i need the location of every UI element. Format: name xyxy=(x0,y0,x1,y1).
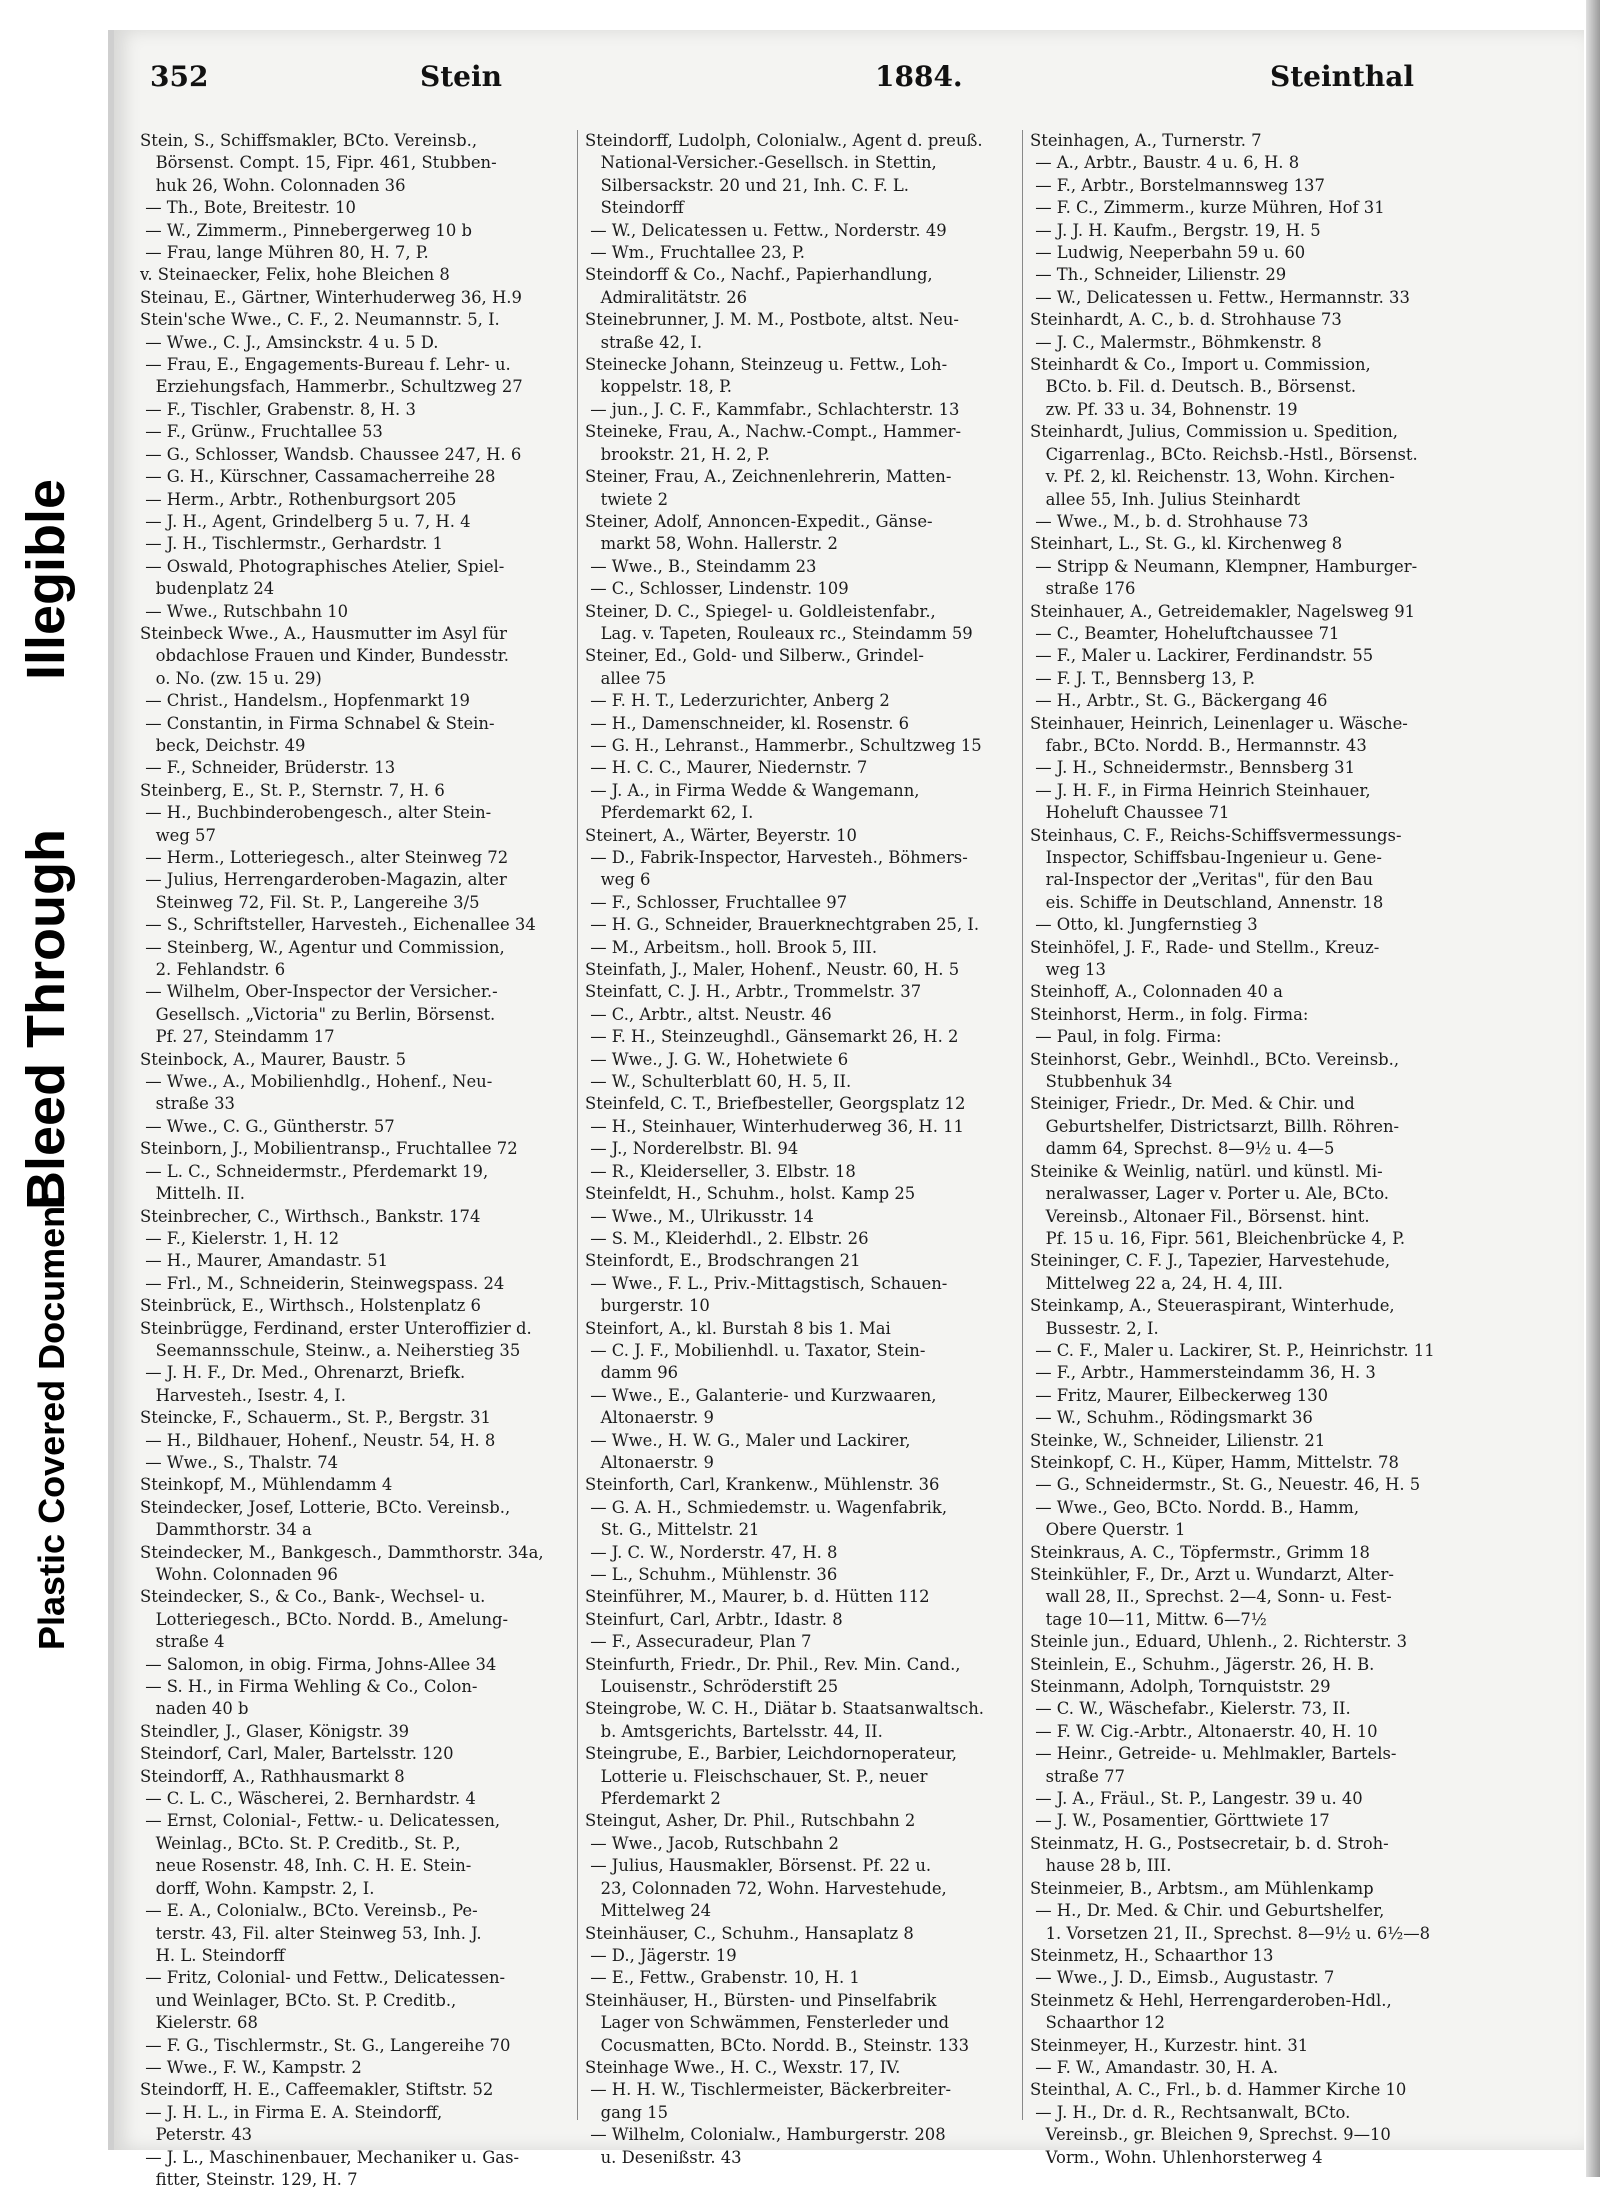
directory-entry-line: — H., Bildhauer, Hohenf., Neustr. 54, H. 8 xyxy=(140,1430,496,1450)
directory-entry-line: — Wwe., H. W. G., Maler und Lackirer, xyxy=(585,1430,911,1450)
directory-entry-line: straße 33 xyxy=(140,1094,235,1114)
directory-entry-line: — Julius, Herrengarderoben-Magazin, alter xyxy=(140,870,507,890)
directory-entry-line: Steinau, E., Gärtner, Winterhuderweg 36, H.9 xyxy=(140,287,522,307)
directory-entry-line: — Herm., Lotteriegesch., alter Steinweg 72 xyxy=(140,848,509,867)
directory-entry-line: 1. Vorsetzen 21, II., Sprechst. 8—9½ u. 6½—8 xyxy=(1030,1923,1431,1943)
page-edge-shadow xyxy=(1586,0,1600,2177)
directory-entry-line: — H. H. W., Tischlermeister, Bäckerbreiter- xyxy=(585,2080,951,2100)
directory-entry-line: damm 96 xyxy=(585,1363,679,1383)
directory-entry-line: terstr. 43, Fil. alter Steinweg 53, Inh. J. xyxy=(140,1923,482,1943)
directory-entry-line: Steiner, Adolf, Annoncen-Expedit., Gänse- xyxy=(585,511,933,531)
directory-entry-line: Steinkopf, C. H., Küper, Hamm, Mittelstr. 78 xyxy=(1030,1452,1399,1472)
directory-entry-line: — C., Beamter, Hoheluftchaussee 71 xyxy=(1030,623,1340,643)
directory-entry-line: — A., Arbtr., Baustr. 4 u. 6, H. 8 xyxy=(1030,153,1300,173)
page-number: 352 xyxy=(150,60,209,93)
stamp-line-bleed: Bleed Through xyxy=(16,829,76,1210)
directory-entry-line: — Otto, kl. Jungfernstieg 3 xyxy=(1030,915,1258,935)
directory-entry-line: — J. H. L., in Firma E. A. Steindorff, xyxy=(140,2102,443,2122)
directory-entry-line: Erziehungsfach, Hammerbr., Schultzweg 27 xyxy=(140,377,523,397)
directory-entry-line: Steinfeldt, H., Schuhm., holst. Kamp 25 xyxy=(585,1184,916,1204)
directory-entry-line: Steinkühler, F., Dr., Arzt u. Wundarzt, Alter- xyxy=(1030,1565,1394,1584)
directory-entry-line: Steinführer, M., Maurer, b. d. Hütten 112 xyxy=(585,1587,930,1607)
directory-entry-line: Steinhage Wwe., H. C., Wexstr. 17, IV. xyxy=(585,2057,901,2077)
directory-entry-line: Silbersackstr. 20 und 21, Inh. C. F. L. xyxy=(585,175,909,195)
directory-entry-line: — H. C. C., Maurer, Niedernstr. 7 xyxy=(585,758,868,778)
directory-entry-line: ral-Inspector der „Veritas", für den Bau xyxy=(1030,870,1374,890)
directory-entry-line: dorff, Wohn. Kampstr. 2, I. xyxy=(140,1878,375,1898)
directory-entry-line: — Th., Schneider, Lilienstr. 29 xyxy=(1030,265,1287,285)
directory-entry-line: — H. G., Schneider, Brauerknechtgraben 25, I. xyxy=(585,915,980,935)
directory-entry-line: Steinbrück, E., Wirthsch., Holstenplatz 6 xyxy=(140,1296,481,1316)
directory-entry-line: — F. J. T., Bennsberg 13, P. xyxy=(1030,668,1256,688)
directory-entry-line: — D., Jägerstr. 19 xyxy=(585,1945,737,1965)
directory-entry-line: Steinmeier, B., Arbtsm., am Mühlenkamp xyxy=(1030,1878,1374,1898)
directory-entry-line: Harvesteh., Isestr. 4, I. xyxy=(140,1385,346,1405)
directory-entry-line: — R., Kleiderseller, 3. Elbstr. 18 xyxy=(585,1161,856,1181)
directory-entry-line: Steinhauer, Heinrich, Leinenlager u. Wäsche- xyxy=(1030,713,1408,733)
directory-entry-line: — Wwe., E., Galanterie- und Kurzwaaren, xyxy=(585,1385,937,1405)
page-header xyxy=(140,60,1490,130)
directory-entry-line: — Fritz, Colonial- und Fettw., Delicatessen- xyxy=(140,1968,506,1988)
directory-entry-line: Steinmeyer, H., Kurzestr. hint. 31 xyxy=(1030,2035,1309,2055)
directory-entry-line: Bussestr. 2, I. xyxy=(1030,1318,1159,1338)
directory-entry-line: Steinike & Weinlig, natürl. und künstl. Mi- xyxy=(1030,1161,1383,1181)
directory-columns xyxy=(140,130,1490,2189)
directory-entry-line: Steindecker, S., & Co., Bank-, Wechsel- u. xyxy=(140,1587,486,1607)
directory-entry-line: eis. Schiffe in Deutschland, Annenstr. 18 xyxy=(1030,892,1384,912)
directory-entry-line: — Heinr., Getreide- u. Mehlmakler, Bartels- xyxy=(1030,1744,1397,1764)
directory-entry-line: huk 26, Wohn. Colonnaden 36 xyxy=(140,175,406,195)
column-2 xyxy=(585,130,1015,2167)
directory-entry-line: — G. A. H., Schmiedemstr. u. Wagenfabrik, xyxy=(585,1497,948,1517)
directory-entry-line: gang 15 xyxy=(585,2102,669,2122)
directory-entry-line: straße 77 xyxy=(1030,1766,1125,1786)
directory-entry-line: Peterstr. 43 xyxy=(140,2125,253,2145)
directory-entry-line: Steinle jun., Eduard, Uhlenh., 2. Richterstr. 3 xyxy=(1030,1632,1408,1652)
directory-entry-line: — Th., Bote, Breitestr. 10 xyxy=(140,198,356,218)
directory-entry-line: b. Amtsgerichts, Bartelsstr. 44, II. xyxy=(585,1721,883,1741)
directory-entry-line: Cocusmatten, BCto. Nordd. B., Steinstr. 133 xyxy=(585,2035,970,2055)
directory-entry-line: Steindorf, Carl, Maler, Bartelsstr. 120 xyxy=(140,1744,454,1764)
directory-entry-line: zw. Pf. 33 u. 34, Bohnenstr. 19 xyxy=(1030,399,1298,419)
directory-entry-line: 23, Colonnaden 72, Wohn. Harvestehude, xyxy=(585,1878,947,1898)
directory-entry-line: — C. F., Maler u. Lackirer, St. P., Heinrichstr. 11 xyxy=(1030,1340,1435,1360)
directory-entry-line: und Weinlager, BCto. St. P. Creditb., xyxy=(140,1990,457,2010)
directory-entry-line: — J. H., Schneidermstr., Bennsberg 31 xyxy=(1030,758,1356,778)
directory-entry-line: beck, Deichstr. 49 xyxy=(140,735,306,755)
stamp-sidebar xyxy=(0,0,100,2177)
directory-entry-line: Steindecker, M., Bankgesch., Dammthorstr. 34a, xyxy=(140,1542,544,1562)
directory-entry-line: weg 6 xyxy=(585,870,651,890)
directory-entry-line: u. Desenißstr. 43 xyxy=(585,2147,742,2167)
directory-entry-line: — Fritz, Maurer, Eilbeckerweg 130 xyxy=(1030,1385,1329,1405)
directory-entry-line: Mittelh. II. xyxy=(140,1184,245,1204)
directory-entry-line: Steinhauer, A., Getreidemakler, Nagelsweg 91 xyxy=(1030,601,1416,621)
directory-entry-line: Steinhagen, A., Turnerstr. 7 xyxy=(1030,131,1262,150)
directory-entry-line: Louisenstr., Schröderstift 25 xyxy=(585,1677,839,1697)
running-head-left: Stein xyxy=(420,60,502,93)
directory-entry-line: — Wwe., S., Thalstr. 74 xyxy=(140,1452,339,1472)
directory-entry-line: — J. H. F., Dr. Med., Ohrenarzt, Briefk. xyxy=(140,1363,466,1383)
directory-entry-line: Steinecke Johann, Steinzeug u. Fettw., Loh- xyxy=(585,355,948,375)
directory-entry-line: v. Steinaecker, Felix, hohe Bleichen 8 xyxy=(140,265,450,285)
directory-entry-line: Steinbeck Wwe., A., Hausmutter im Asyl für xyxy=(140,623,507,643)
directory-entry-line: weg 13 xyxy=(1030,960,1106,980)
directory-entry-line: — Frl., M., Schneiderin, Steinwegspass. 24 xyxy=(140,1273,505,1293)
directory-entry-line: damm 64, Sprechst. 8—9½ u. 4—5 xyxy=(1030,1139,1335,1159)
directory-entry-line: — C., Schlosser, Lindenstr. 109 xyxy=(585,579,849,599)
directory-entry-line: Altonaerstr. 9 xyxy=(585,1452,714,1472)
directory-entry-line: Lag. v. Tapeten, Rouleaux rc., Steindamm 59 xyxy=(585,623,973,643)
directory-entry-line: Lotterie u. Fleischschauer, St. P., neuer xyxy=(585,1766,928,1786)
directory-entry-line: — Steinberg, W., Agentur und Commission, xyxy=(140,937,505,957)
directory-entry-line: — E., Fettw., Grabenstr. 10, H. 1 xyxy=(585,1968,860,1988)
directory-entry-line: Steinlein, E., Schuhm., Jägerstr. 26, H. B. xyxy=(1030,1654,1375,1674)
directory-entry-line: Steineke, Frau, A., Nachw.-Compt., Hammer- xyxy=(585,422,962,442)
directory-entry-line: Steinhoff, A., Colonnaden 40 a xyxy=(1030,982,1283,1002)
directory-entry-line: hause 28 b, III. xyxy=(1030,1856,1172,1876)
directory-entry-line: koppelstr. 18, P. xyxy=(585,377,733,397)
directory-entry-line: — H., Damenschneider, kl. Rosenstr. 6 xyxy=(585,713,910,733)
directory-entry-line: Steindorff, A., Rathhausmarkt 8 xyxy=(140,1766,405,1786)
directory-entry-line: Steincke, F., Schauerm., St. P., Bergstr. 31 xyxy=(140,1408,491,1428)
directory-entry-line: Steinfeld, C. T., Briefbesteller, Georgsplatz 12 xyxy=(585,1094,966,1114)
directory-entry-line: — Wwe., F. L., Priv.-Mittagstisch, Schauen- xyxy=(585,1273,948,1293)
directory-entry-line: Steinebrunner, J. M. M., Postbote, altst. Neu- xyxy=(585,310,959,330)
directory-entry-line: Altonaerstr. 9 xyxy=(585,1408,714,1428)
directory-entry-line: Inspector, Schiffsbau-Ingenieur u. Gene- xyxy=(1030,848,1382,867)
directory-entry-line: v. Pf. 2, kl. Reichenstr. 13, Wohn. Kirchen- xyxy=(1030,467,1395,487)
directory-entry-line: straße 176 xyxy=(1030,579,1136,599)
directory-entry-line: — L. C., Schneidermstr., Pferdemarkt 19, xyxy=(140,1161,489,1181)
directory-entry-line: — H., Arbtr., St. G., Bäckergang 46 xyxy=(1030,691,1328,711)
column-3 xyxy=(1030,130,1485,2167)
directory-entry-line: Weinlag., BCto. St. P. Creditb., St. P., xyxy=(140,1833,461,1853)
stamp-text-svg xyxy=(12,0,92,2177)
directory-entry-line: — Herm., Arbtr., Rothenburgsort 205 xyxy=(140,489,457,509)
directory-entry-line: — J. H., Tischlermstr., Gerhardstr. 1 xyxy=(140,534,443,554)
directory-entry-line: — F., Kielerstr. 1, H. 12 xyxy=(140,1228,340,1248)
directory-entry-line: Mittelweg 22 a, 24, H. 4, III. xyxy=(1030,1273,1283,1293)
directory-entry-line: Börsenst. Compt. 15, Fipr. 461, Stubben- xyxy=(140,153,497,173)
directory-entry-line: — F., Schneider, Brüderstr. 13 xyxy=(140,758,396,778)
directory-entry-line: obdachlose Frauen und Kinder, Bundesstr. xyxy=(140,646,509,666)
directory-entry-line: Steinhäuser, H., Bürsten- und Pinselfabrik xyxy=(585,1990,937,2010)
stamp-line-illegible: Illegible xyxy=(16,478,76,680)
directory-entry-line: Admiralitätstr. 26 xyxy=(585,287,748,307)
directory-entry-line: — Wilhelm, Colonialw., Hamburgerstr. 208 xyxy=(585,2125,946,2145)
directory-entry-line: tage 10—11, Mittw. 6—7½ xyxy=(1030,1609,1267,1629)
directory-entry-line: Steiniger, Friedr., Dr. Med. & Chir. und xyxy=(1030,1094,1355,1114)
directory-entry-line: — Wm., Fruchtallee 23, P. xyxy=(585,243,805,263)
directory-entry-line: Schaarthor 12 xyxy=(1030,2013,1165,2033)
stamp-line-plastic: Plastic Covered Document xyxy=(31,1193,72,1650)
directory-entry-line: — H., Dr. Med. & Chir. und Geburtshelfer, xyxy=(1030,1901,1385,1921)
directory-entry-line: Steinhart, L., St. G., kl. Kirchenweg 8 xyxy=(1030,534,1343,554)
directory-entry-line: Steinfurth, Friedr., Dr. Phil., Rev. Min. Cand., xyxy=(585,1654,961,1674)
directory-entry-line: Steinthal, A. C., Frl., b. d. Hammer Kirche 10 xyxy=(1030,2080,1407,2100)
directory-entry-line: — S., Schriftsteller, Harvesteh., Eichenallee 34 xyxy=(140,915,536,935)
directory-entry-line: — jun., J. C. F., Kammfabr., Schlachterstr. 13 xyxy=(585,399,960,419)
directory-entry-line: Pferdemarkt 62, I. xyxy=(585,803,754,823)
directory-entry-line: — J. H., Dr. d. R., Rechtsanwalt, BCto. xyxy=(1030,2102,1351,2122)
directory-entry-line: — Wilhelm, Ober-Inspector der Versicher.- xyxy=(140,982,498,1002)
directory-entry-line: — F. H., Steinzeughdl., Gänsemarkt 26, H. 2 xyxy=(585,1027,959,1047)
directory-entry-line: — Frau, lange Mühren 80, H. 7, P. xyxy=(140,243,429,263)
directory-entry-line: Steinke, W., Schneider, Lilienstr. 21 xyxy=(1030,1430,1326,1450)
directory-entry-line: Steinberg, E., St. P., Sternstr. 7, H. 6 xyxy=(140,780,445,800)
directory-entry-line: — Oswald, Photographisches Atelier, Spiel- xyxy=(140,556,505,576)
directory-entry-line: — J., Norderelbstr. Bl. 94 xyxy=(585,1139,799,1159)
directory-entry-line: — H., Steinhauer, Winterhuderweg 36, H. 11 xyxy=(585,1116,964,1136)
directory-entry-line: Steinfurt, Carl, Arbtr., Idastr. 8 xyxy=(585,1609,843,1629)
directory-entry-line: — L., Schuhm., Mühlenstr. 36 xyxy=(585,1565,838,1584)
directory-entry-line: — F., Arbtr., Hammersteindamm 36, H. 3 xyxy=(1030,1363,1376,1383)
directory-entry-line: — Wwe., A., Mobilienhdlg., Hohenf., Neu- xyxy=(140,1072,493,1092)
directory-entry-line: Steinhardt, Julius, Commission u. Spedition, xyxy=(1030,422,1399,442)
directory-entry-line: Gesellsch. „Victoria" zu Berlin, Börsenst. xyxy=(140,1004,496,1024)
directory-entry-line: Pf. 27, Steindamm 17 xyxy=(140,1027,335,1047)
directory-entry-line: Steinhaus, C. F., Reichs-Schiffsvermessungs- xyxy=(1030,825,1402,845)
column-divider xyxy=(577,130,578,2120)
directory-entry-line: Steinborn, J., Mobilientransp., Fruchtallee 72 xyxy=(140,1139,518,1159)
directory-entry-line: Steingrobe, W. C. H., Diätar b. Staatsanwaltsch. xyxy=(585,1699,984,1719)
directory-entry-line: — G. H., Lehranst., Hammerbr., Schultzweg 15 xyxy=(585,735,982,755)
directory-entry-line: Steinmann, Adolph, Tornquiststr. 29 xyxy=(1030,1677,1331,1697)
directory-entry-line: Stubbenhuk 34 xyxy=(1030,1072,1173,1092)
directory-entry-line: — C., Arbtr., altst. Neustr. 46 xyxy=(585,1004,832,1024)
directory-entry-line: straße 42, I. xyxy=(585,332,703,352)
directory-entry-line: Vorm., Wohn. Uhlenhorsterweg 4 xyxy=(1030,2147,1323,2167)
directory-entry-line: — Wwe., F. W., Kampstr. 2 xyxy=(140,2057,362,2077)
year: 1884. xyxy=(875,60,963,93)
directory-entry-line: — Frau, E., Engagements-Bureau f. Lehr- u. xyxy=(140,355,511,375)
directory-entry-line: Steiner, Ed., Gold- und Silberw., Grindel- xyxy=(585,646,924,666)
directory-entry-line: — G., Schlosser, Wandsb. Chaussee 247, H. 6 xyxy=(140,444,522,464)
directory-entry-line: Steinhardt, A. C., b. d. Strohhause 73 xyxy=(1030,310,1342,330)
directory-entry-line: St. G., Mittelstr. 21 xyxy=(585,1520,760,1540)
directory-entry-line: Seemannsschule, Steinw., a. Neiherstieg 35 xyxy=(140,1340,521,1360)
directory-entry-line: — J. A., Fräul., St. P., Langestr. 39 u. 40 xyxy=(1030,1789,1363,1809)
directory-entry-line: — F., Assecuradeur, Plan 7 xyxy=(585,1632,812,1652)
directory-entry-line: Steinhöfel, J. F., Rade- und Stellm., Kreuz- xyxy=(1030,937,1380,957)
directory-entry-line: Wohn. Colonnaden 96 xyxy=(140,1565,338,1584)
directory-entry-line: Vereinsb., gr. Bleichen 9, Sprechst. 9—10 xyxy=(1030,2125,1391,2145)
directory-entry-line: BCto. b. Fil. d. Deutsch. B., Börsenst. xyxy=(1030,377,1357,397)
directory-entry-line: Steininger, C. F. J., Tapezier, Harvestehude, xyxy=(1030,1251,1391,1271)
directory-entry-line: Steindorff xyxy=(585,198,684,218)
directory-entry-line: — Wwe., M., b. d. Strohhause 73 xyxy=(1030,511,1309,531)
directory-entry-line: — W., Delicatessen u. Fettw., Norderstr. 49 xyxy=(585,220,947,240)
directory-entry-line: o. No. (zw. 15 u. 29) xyxy=(140,668,322,688)
directory-entry-line: — Constantin, in Firma Schnabel & Stein- xyxy=(140,713,495,733)
directory-entry-line: allee 75 xyxy=(585,668,667,688)
directory-entry-line: Steindler, J., Glaser, Königstr. 39 xyxy=(140,1721,410,1741)
directory-entry-line: Steindorff & Co., Nachf., Papierhandlung, xyxy=(585,265,933,285)
directory-entry-line: Steinbrügge, Ferdinand, erster Unteroffizier d. xyxy=(140,1318,532,1338)
directory-entry-line: — J. H. F., in Firma Heinrich Steinhauer, xyxy=(1030,780,1371,800)
directory-entry-line: Steinfordt, E., Brodschrangen 21 xyxy=(585,1251,861,1271)
directory-entry-line: — Paul, in folg. Firma: xyxy=(1030,1027,1222,1047)
directory-entry-line: Steinhäuser, C., Schuhm., Hansaplatz 8 xyxy=(585,1923,914,1943)
directory-entry-line: — Salomon, in obig. Firma, Johns-Allee 34 xyxy=(140,1654,497,1674)
directory-entry-line: — F. W., Amandastr. 30, H. A. xyxy=(1030,2057,1279,2077)
directory-entry-line: — G. H., Kürschner, Cassamacherreihe 28 xyxy=(140,467,496,487)
directory-entry-line: — S. M., Kleiderhdl., 2. Elbstr. 26 xyxy=(585,1228,869,1248)
directory-entry-line: — Julius, Hausmakler, Börsenst. Pf. 22 u. xyxy=(585,1856,932,1876)
directory-entry-line: Steiner, D. C., Spiegel- u. Goldleistenfabr., xyxy=(585,601,936,621)
directory-entry-line: — S. H., in Firma Wehling & Co., Colon- xyxy=(140,1677,478,1697)
directory-entry-line: — Wwe., B., Steindamm 23 xyxy=(585,556,817,576)
directory-entry-line: Kielerstr. 68 xyxy=(140,2013,258,2033)
directory-entry-line: — J. L., Maschinenbauer, Mechaniker u. Gas- xyxy=(140,2147,520,2167)
directory-entry-line: Hoheluft Chaussee 71 xyxy=(1030,803,1230,823)
directory-entry-line: budenplatz 24 xyxy=(140,579,275,599)
directory-entry-line: — W., Schulterblatt 60, H. 5, II. xyxy=(585,1072,852,1092)
directory-entry-line: H. L. Steindorff xyxy=(140,1945,285,1965)
directory-entry-line: Dammthorstr. 34 a xyxy=(140,1520,312,1540)
directory-entry-line: — J. J. H. Kaufm., Bergstr. 19, H. 5 xyxy=(1030,220,1321,240)
directory-entry-line: naden 40 b xyxy=(140,1699,249,1719)
directory-entry-line: Geburtshelfer, Districtsarzt, Billh. Röhren- xyxy=(1030,1116,1400,1136)
directory-entry-line: Stein, S., Schiffsmakler, BCto. Vereinsb., xyxy=(140,131,478,150)
directory-entry-line: — J. C. W., Norderstr. 47, H. 8 xyxy=(585,1542,838,1562)
directory-entry-line: — F. C., Zimmerm., kurze Mühren, Hof 31 xyxy=(1030,198,1385,218)
directory-entry-line: Steinhardt & Co., Import u. Commission, xyxy=(1030,355,1371,375)
directory-entry-line: — F. H. T., Lederzurichter, Anberg 2 xyxy=(585,691,890,711)
directory-entry-line: Steinmatz, H. G., Postsecretair, b. d. Stroh- xyxy=(1030,1833,1389,1853)
directory-entry-line: neue Rosenstr. 48, Inh. C. H. E. Stein- xyxy=(140,1856,472,1876)
directory-entry-line: — Ludwig, Neeperbahn 59 u. 60 xyxy=(1030,243,1306,263)
directory-entry-line: — J. C., Malermstr., Böhmkenstr. 8 xyxy=(1030,332,1322,352)
directory-entry-line: Steinforth, Carl, Krankenw., Mühlenstr. 36 xyxy=(585,1475,940,1495)
directory-entry-line: — Ernst, Colonial-, Fettw.- u. Delicatessen, xyxy=(140,1811,501,1831)
directory-entry-line: — W., Schuhm., Rödingsmarkt 36 xyxy=(1030,1408,1313,1428)
directory-entry-line: — F., Tischler, Grabenstr. 8, H. 3 xyxy=(140,399,416,419)
directory-entry-line: — Christ., Handelsm., Hopfenmarkt 19 xyxy=(140,691,470,711)
directory-entry-line: Stein'sche Wwe., C. F., 2. Neumannstr. 5, I. xyxy=(140,310,500,330)
directory-entry-line: twiete 2 xyxy=(585,489,669,509)
directory-entry-line: Steinhorst, Gebr., Weinhdl., BCto. Vereinsb., xyxy=(1030,1049,1400,1069)
directory-entry-line: — F., Grünw., Fruchtallee 53 xyxy=(140,422,383,442)
directory-entry-line: fitter, Steinstr. 129, H. 7 xyxy=(140,2169,358,2189)
directory-entry-line: — F. W. Cig.-Arbtr., Altonaerstr. 40, H. 10 xyxy=(1030,1721,1378,1741)
directory-entry-line: — F., Arbtr., Borstelmannsweg 137 xyxy=(1030,175,1325,195)
directory-entry-line: Steinfath, J., Maler, Hohenf., Neustr. 60, H. 5 xyxy=(585,960,960,980)
directory-entry-line: — Stripp & Neumann, Klempner, Hamburger- xyxy=(1030,556,1418,576)
directory-entry-line: — Wwe., C. G., Güntherstr. 57 xyxy=(140,1116,395,1136)
directory-entry-line: — H., Maurer, Amandastr. 51 xyxy=(140,1251,389,1271)
directory-entry-line: Steinweg 72, Fil. St. P., Langereihe 3/5 xyxy=(140,892,480,912)
directory-entry-line: Mittelweg 24 xyxy=(585,1901,712,1921)
directory-entry-line: Steinkraus, A. C., Töpfermstr., Grimm 18 xyxy=(1030,1542,1370,1562)
directory-entry-line: — Wwe., M., Ulrikusstr. 14 xyxy=(585,1206,814,1226)
directory-entry-line: Pferdemarkt 2 xyxy=(585,1789,721,1809)
directory-entry-line: 2. Fehlandstr. 6 xyxy=(140,960,286,980)
directory-entry-line: Obere Querstr. 1 xyxy=(1030,1520,1186,1540)
directory-entry-line: — Wwe., C. J., Amsinckstr. 4 u. 5 D. xyxy=(140,332,439,352)
directory-entry-line: Steindecker, Josef, Lotterie, BCto. Vereinsb., xyxy=(140,1497,511,1517)
directory-entry-line: — Wwe., Geo, BCto. Nordd. B., Hamm, xyxy=(1030,1497,1360,1517)
directory-entry-line: — C. W., Wäschefabr., Kielerstr. 73, II. xyxy=(1030,1699,1351,1719)
directory-entry-line: Steingut, Asher, Dr. Phil., Rutschbahn 2 xyxy=(585,1811,916,1831)
directory-entry-line: — J. A., in Firma Wedde & Wangemann, xyxy=(585,780,920,800)
directory-entry-line: burgerstr. 10 xyxy=(585,1296,710,1316)
directory-entry-line: fabr., BCto. Nordd. B., Hermannstr. 43 xyxy=(1030,735,1367,755)
directory-entry-line: Steindorff, H. E., Caffeemakler, Stiftstr. 52 xyxy=(140,2080,494,2100)
directory-entry-line: — F. G., Tischlermstr., St. G., Langereihe 70 xyxy=(140,2035,511,2055)
directory-entry-line: straße 4 xyxy=(140,1632,225,1652)
directory-entry-line: — M., Arbeitsm., holl. Brook 5, III. xyxy=(585,937,878,957)
directory-entry-line: Pf. 15 u. 16, Fipr. 561, Bleichenbrücke 4, P. xyxy=(1030,1228,1406,1248)
directory-entry-line: — Wwe., J. D., Eimsb., Augustastr. 7 xyxy=(1030,1968,1335,1988)
directory-entry-line: — Wwe., Rutschbahn 10 xyxy=(140,601,349,621)
directory-entry-line: Steinbock, A., Maurer, Baustr. 5 xyxy=(140,1049,407,1069)
directory-entry-line: — C. L. C., Wäscherei, 2. Bernhardstr. 4 xyxy=(140,1789,476,1809)
directory-entry-line: Steiner, Frau, A., Zeichnenlehrerin, Matten- xyxy=(585,467,952,487)
column-1 xyxy=(140,130,570,2189)
directory-entry-line: allee 55, Inh. Julius Steinhardt xyxy=(1030,489,1301,509)
running-head-right: Steinthal xyxy=(1270,60,1415,93)
directory-entry-line: Steinfatt, C. J. H., Arbtr., Trommelstr. 37 xyxy=(585,982,922,1002)
directory-entry-line: — F., Maler u. Lackirer, Ferdinandstr. 55 xyxy=(1030,646,1374,666)
directory-entry-line: Lager von Schwämmen, Fensterleder und xyxy=(585,2013,949,2033)
directory-entry-line: Steinhorst, Herm., in folg. Firma: xyxy=(1030,1004,1309,1024)
column-divider xyxy=(1022,130,1023,2120)
directory-entry-line: — E. A., Colonialw., BCto. Vereinsb., Pe- xyxy=(140,1901,478,1921)
directory-entry-line: neralwasser, Lager v. Porter u. Ale, BCto. xyxy=(1030,1184,1389,1204)
directory-entry-line: Steinmetz & Hehl, Herrengarderoben-Hdl., xyxy=(1030,1990,1392,2010)
directory-entry-line: — Wwe., Jacob, Rutschbahn 2 xyxy=(585,1833,839,1853)
document-stamp xyxy=(12,0,92,2177)
directory-entry-line: Steinmetz, H., Schaarthor 13 xyxy=(1030,1945,1274,1965)
directory-entry-line: — W., Zimmerm., Pinnebergerweg 10 b xyxy=(140,220,472,240)
directory-entry-line: — W., Delicatessen u. Fettw., Hermannstr. 33 xyxy=(1030,287,1410,307)
directory-entry-line: — G., Schneidermstr., St. G., Neuestr. 46, H. 5 xyxy=(1030,1475,1421,1495)
directory-entry-line: Steinert, A., Wärter, Beyerstr. 10 xyxy=(585,825,857,845)
directory-entry-line: National-Versicher.-Gesellsch. in Stettin, xyxy=(585,153,937,173)
directory-entry-line: Vereinsb., Altonaer Fil., Börsenst. hint. xyxy=(1030,1206,1370,1226)
directory-entry-line: markt 58, Wohn. Hallerstr. 2 xyxy=(585,534,838,554)
directory-entry-line: wall 28, II., Sprechst. 2—4, Sonn- u. Fest- xyxy=(1030,1587,1392,1607)
directory-entry-line: Steindorff, Ludolph, Colonialw., Agent d. preuß. xyxy=(585,131,983,150)
directory-entry-line: Steinkamp, A., Steueraspirant, Winterhude, xyxy=(1030,1296,1395,1316)
directory-entry-line: Steinbrecher, C., Wirthsch., Bankstr. 174 xyxy=(140,1206,481,1226)
directory-entry-line: weg 57 xyxy=(140,825,216,845)
directory-entry-line: Steinfort, A., kl. Burstah 8 bis 1. Mai xyxy=(585,1318,891,1338)
directory-entry-line: — H., Buchbinderobengesch., alter Stein- xyxy=(140,803,492,823)
directory-entry-line: — J. W., Posamentier, Görttwiete 17 xyxy=(1030,1811,1330,1831)
directory-entry-line: — J. H., Agent, Grindelberg 5 u. 7, H. 4 xyxy=(140,511,471,531)
directory-entry-line: Cigarrenlag., BCto. Reichsb.-Hstl., Börsenst. xyxy=(1030,444,1418,464)
directory-entry-line: Lotteriegesch., BCto. Nordd. B., Amelung- xyxy=(140,1609,509,1629)
directory-entry-line: — C. J. F., Mobilienhdl. u. Taxator, Stein- xyxy=(585,1340,926,1360)
directory-entry-line: — F., Schlosser, Fruchtallee 97 xyxy=(585,892,848,912)
directory-entry-line: brookstr. 21, H. 2, P. xyxy=(585,444,770,464)
directory-entry-line: Steingrube, E., Barbier, Leichdornoperateur, xyxy=(585,1744,958,1764)
directory-entry-line: Steinkopf, M., Mühlendamm 4 xyxy=(140,1475,393,1495)
directory-entry-line: — Wwe., J. G. W., Hohetwiete 6 xyxy=(585,1049,849,1069)
directory-entry-line: — D., Fabrik-Inspector, Harvesteh., Böhmers- xyxy=(585,848,968,867)
